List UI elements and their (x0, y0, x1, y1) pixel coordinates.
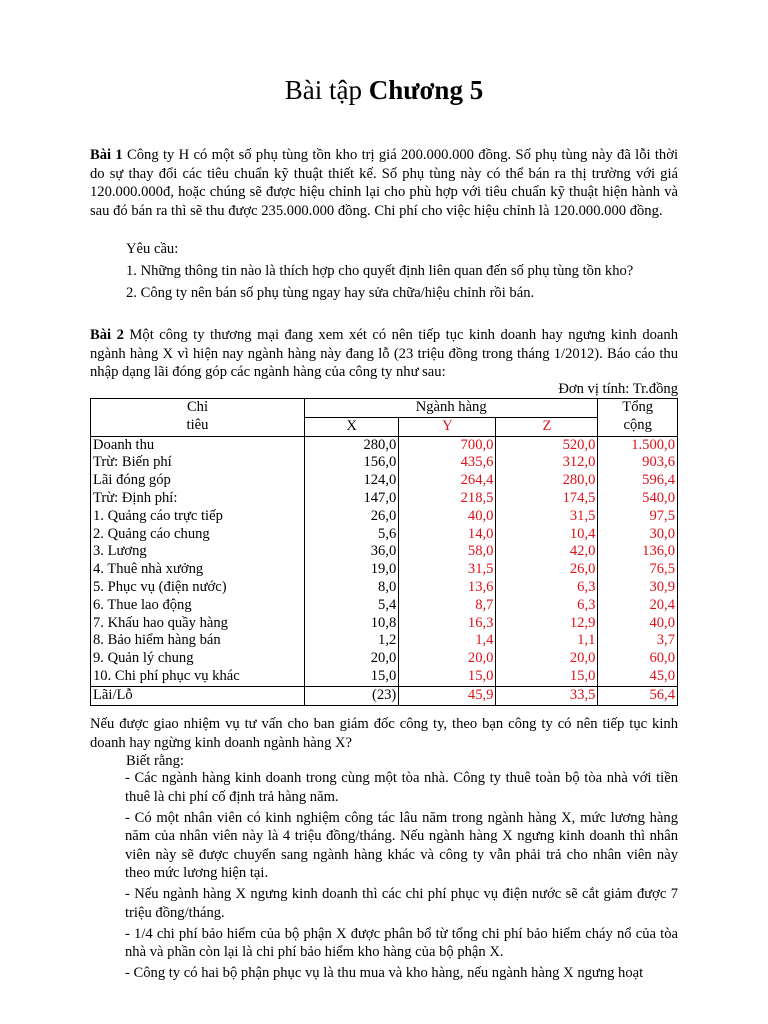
cell-total: 97,5 (598, 508, 678, 526)
cell-total: 76,5 (598, 561, 678, 579)
cell-z: 15,0 (496, 668, 598, 686)
cell-total: 40,0 (598, 615, 678, 633)
row-label: Doanh thu (91, 436, 305, 454)
header-tong-cong: Tổng cộng (598, 399, 678, 437)
page-title (90, 72, 678, 108)
table-row (91, 632, 678, 650)
table-row (91, 650, 678, 668)
bullet-item: - Các ngành hàng kinh doanh trong cùng một tòa nhà. Công ty thuê toàn bộ tòa nhà với tiền thuê là chi phí cố định trả hàng năm. (125, 770, 678, 805)
cell-y: 31,5 (399, 561, 496, 579)
cell-x: 5,4 (304, 597, 398, 615)
row-label: 6. Thue lao động (91, 597, 305, 615)
cell-y: 16,3 (399, 615, 496, 633)
cell-x: 5,6 (304, 526, 398, 544)
cell-x: 26,0 (304, 508, 398, 526)
cell-z: 6,3 (496, 597, 598, 615)
bai1-paragraph (90, 146, 678, 220)
row-label: 10. Chi phí phục vụ khác (91, 668, 305, 686)
row-label: 8. Bảo hiểm hàng bán (91, 632, 305, 650)
cell-y: 20,0 (399, 650, 496, 668)
cell-z: 6,3 (496, 579, 598, 597)
cell-z: 174,5 (496, 490, 598, 508)
bullet-item: - Công ty có hai bộ phận phục vụ là thu mua và kho hàng, nếu ngành hàng X ngưng hoạt (125, 965, 644, 981)
total-z: 33,5 (496, 686, 598, 705)
bai2-label: Bài 2 (90, 327, 124, 343)
cell-total: 30,0 (598, 526, 678, 544)
cell-y: 1,4 (399, 632, 496, 650)
cell-x: 124,0 (304, 472, 398, 490)
row-label: 9. Quản lý chung (91, 650, 305, 668)
cell-y: 700,0 (399, 436, 496, 454)
cell-total: 596,4 (598, 472, 678, 490)
cell-total: 1.500,0 (598, 436, 678, 454)
cell-z: 42,0 (496, 543, 598, 561)
cell-total: 20,4 (598, 597, 678, 615)
table-row (91, 436, 678, 454)
cell-total: 60,0 (598, 650, 678, 668)
row-label: 1. Quảng cáo trực tiếp (91, 508, 305, 526)
total-sum: 56,4 (598, 686, 678, 705)
cell-x: 36,0 (304, 543, 398, 561)
cell-z: 26,0 (496, 561, 598, 579)
bai1-text: Công ty H có một số phụ tùng tồn kho trị giá 200.000.000 đồng. Số phụ tùng này đã lỗi thời do sự thay đổi các tiêu chuẩn kỹ thuật thiết kế. Số phụ tùng này có thể bán ra thị trường với giá 120.000.000đ, hoặc chúng sẽ được hiệu chỉnh lại cho phù hợp với tiêu chuẩn kỹ thuật hiện hành và sau đó bán ra thì sẽ thu được 235.000.000 đồng. Chi phí cho việc hiệu chỉnh là 120.000.000 đồng. (90, 147, 678, 219)
bai1-label: Bài 1 (90, 147, 123, 163)
cell-total: 45,0 (598, 668, 678, 686)
bai1-requirements (126, 240, 678, 306)
row-label: 3. Lương (91, 543, 305, 561)
cell-x: 20,0 (304, 650, 398, 668)
row-label: Trừ: Định phí: (91, 490, 305, 508)
bullet-item: - 1/4 chi phí bảo hiểm của bộ phận X được phân bổ từ tổng chi phí bảo hiểm cháy nổ của tòa nhà và phần còn lại là chi phí bảo hiểm kho hàng của bộ phận X. (125, 925, 678, 960)
header-nganh-hang: Ngành hàng (304, 399, 597, 418)
unit-label: Đơn vị tính: Tr.đồng (558, 381, 678, 397)
cell-total: 30,9 (598, 579, 678, 597)
cell-y: 40,0 (399, 508, 496, 526)
cell-z: 31,5 (496, 508, 598, 526)
cell-y: 15,0 (399, 668, 496, 686)
cell-total: 540,0 (598, 490, 678, 508)
cell-z: 10,4 (496, 526, 598, 544)
total-x: (23) (304, 686, 398, 705)
cell-x: 280,0 (304, 436, 398, 454)
row-label: Lãi đóng góp (91, 472, 305, 490)
header-x: X (304, 417, 398, 436)
table-row (91, 472, 678, 490)
table-row (91, 579, 678, 597)
cell-z: 280,0 (496, 472, 598, 490)
cell-x: 8,0 (304, 579, 398, 597)
cell-x: 156,0 (304, 454, 398, 472)
total-label: Lãi/Lỗ (91, 686, 305, 705)
row-label: 4. Thuê nhà xưởng (91, 561, 305, 579)
cell-x: 19,0 (304, 561, 398, 579)
table-row (91, 526, 678, 544)
title-bold: Chương 5 (368, 75, 484, 105)
header-z: Z (496, 417, 598, 436)
cell-x: 10,8 (304, 615, 398, 633)
question-2: 2. Công ty nên bán số phụ tùng ngay hay sửa chữa/hiệu chỉnh rồi bán. (126, 285, 535, 301)
table-row (91, 454, 678, 472)
header-chi-tieu: Chỉ tiêu (91, 399, 305, 437)
total-y: 45,9 (399, 686, 496, 705)
income-table (90, 398, 678, 706)
cell-total: 136,0 (598, 543, 678, 561)
cell-y: 14,0 (399, 526, 496, 544)
cell-total: 903,6 (598, 454, 678, 472)
cell-x: 147,0 (304, 490, 398, 508)
row-label: 5. Phục vụ (điện nước) (91, 579, 305, 597)
row-label: Trừ: Biến phí (91, 454, 305, 472)
row-label: 2. Quảng cáo chung (91, 526, 305, 544)
table-row (91, 597, 678, 615)
yeu-cau-label: Yêu cầu: (126, 241, 179, 257)
table-row (91, 668, 678, 686)
bullet-list (125, 769, 678, 985)
bullet-item: - Nếu ngành hàng X ngưng kinh doanh thì các chi phí phục vụ điện nước sẽ cắt giảm được 7 triệu đồng/tháng. (125, 886, 678, 921)
cell-y: 8,7 (399, 597, 496, 615)
header-y: Y (399, 417, 496, 436)
bullet-item: - Có một nhân viên có kinh nghiệm công tác lâu năm trong ngành hàng X, mức lương hàng năm của nhân viên này là 4 triệu đồng/tháng. Nếu ngành hàng X ngưng kinh doanh thì nhân viên này sẽ được chuyển sang ngành hàng khác và công ty vẫn phải trả cho nhân viên này theo mức lương hiện tại. (125, 809, 678, 881)
cell-z: 20,0 (496, 650, 598, 668)
cell-z: 312,0 (496, 454, 598, 472)
cell-y: 264,4 (399, 472, 496, 490)
cell-x: 1,2 (304, 632, 398, 650)
row-label: 7. Khấu hao quầy hàng (91, 615, 305, 633)
question-paragraph: Nếu được giao nhiệm vụ tư vấn cho ban giám đốc công ty, theo bạn công ty có nên tiếp tục kinh doanh hay ngừng kinh doanh ngành hàng X? (90, 716, 678, 751)
table-row (91, 490, 678, 508)
question-1: 1. Những thông tin nào là thích hợp cho quyết định liên quan đến số phụ tùng tồn kho? (126, 263, 634, 279)
cell-x: 15,0 (304, 668, 398, 686)
cell-y: 58,0 (399, 543, 496, 561)
cell-y: 13,6 (399, 579, 496, 597)
cell-z: 1,1 (496, 632, 598, 650)
cell-z: 520,0 (496, 436, 598, 454)
total-row (91, 686, 678, 705)
bai2-text: Một công ty thương mại đang xem xét có nên tiếp tục kinh doanh hay ngưng kinh doanh ngành hàng X vì hiện nay ngành hàng này đang lỗ (23 triệu đồng trong tháng 1/2012). Báo cáo thu nhập dạng lãi đóng góp các ngành hàng của công ty như sau: (90, 327, 678, 380)
table-row (91, 543, 678, 561)
table-row (91, 561, 678, 579)
biet-rang-label: Biết rằng: (126, 753, 184, 769)
cell-total: 3,7 (598, 632, 678, 650)
table-row (91, 615, 678, 633)
cell-z: 12,9 (496, 615, 598, 633)
cell-y: 435,6 (399, 454, 496, 472)
bai2-paragraph (90, 326, 678, 382)
title-prefix: Bài tập (284, 75, 369, 105)
cell-y: 218,5 (399, 490, 496, 508)
table-row (91, 508, 678, 526)
